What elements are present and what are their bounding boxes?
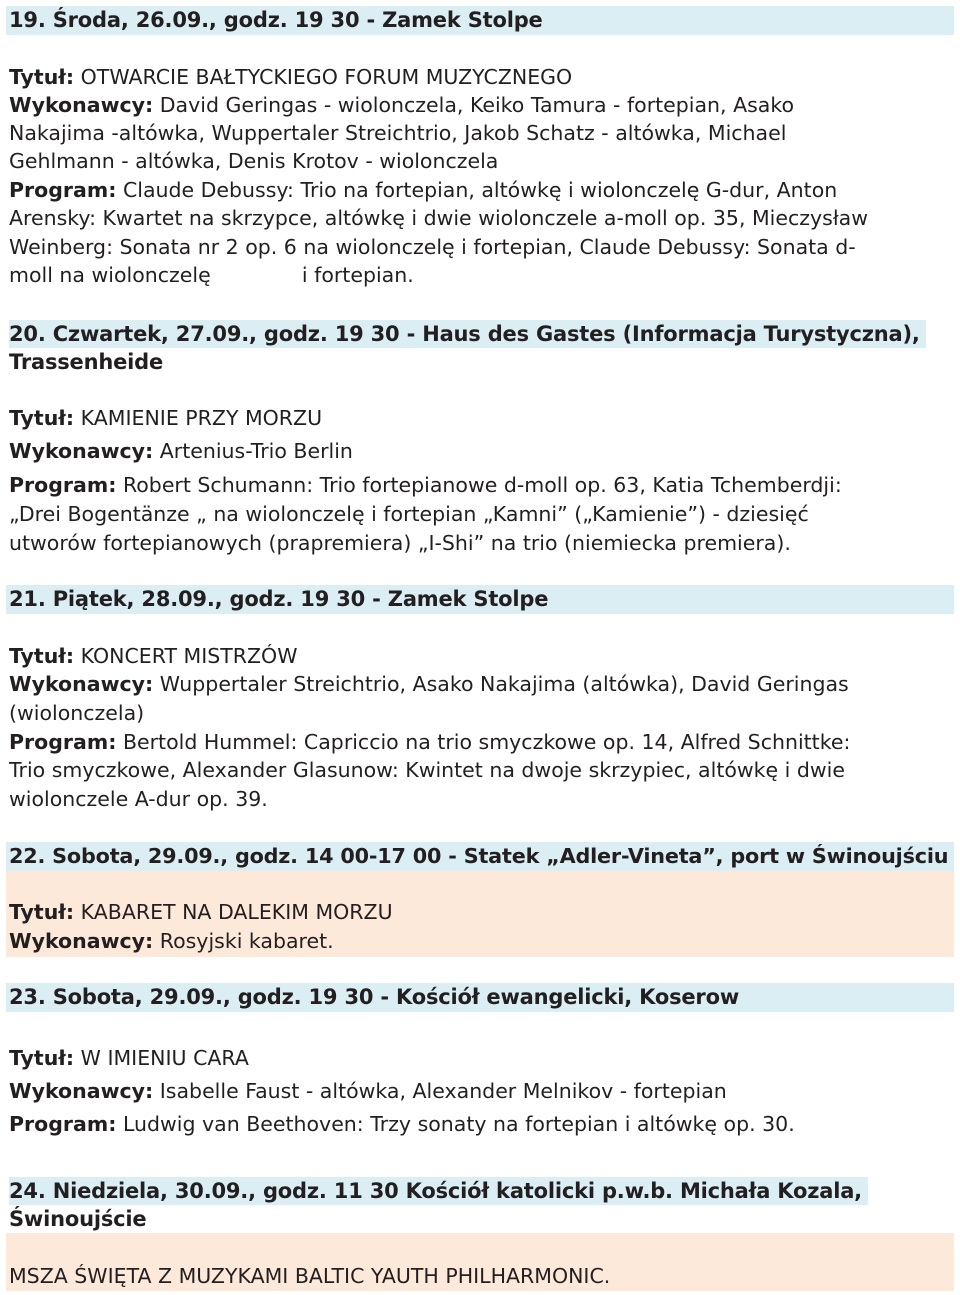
event-19-program-line: moll na wiolonczelę i fortepian.: [9, 263, 414, 287]
event-19-program-line: Weinberg: Sonata nr 2 op. 6 na wiolonczelę i fortepian, Claude Debussy: Sonata d-: [9, 235, 856, 259]
event-20-title: Tytuł: KAMIENIE PRZY MORZU: [9, 406, 323, 430]
event-21-performers-line: (wiolonczela): [9, 701, 145, 725]
event-23-header: 23. Sobota, 29.09., godz. 19 30 - Kościół ewangelicki, Koserow: [6, 983, 954, 1012]
event-23-title: Tytuł: W IMIENIU CARA: [9, 1046, 249, 1070]
event-20-header: [6, 320, 929, 376]
event-20-header-line: Trassenheide: [9, 350, 164, 374]
event-20-program: Program: Robert Schumann: Trio fortepianowe d-moll op. 63, Katia Tchemberdji:: [9, 473, 842, 497]
event-21-header: 21. Piątek, 28.09., godz. 19 30 - Zamek Stolpe: [6, 585, 954, 614]
event-22-header: 22. Sobota, 29.09., godz. 14 00-17 00 - Statek „Adler-Vineta”, port w Świnoujściu: [6, 842, 954, 871]
event-21-program-line: Trio smyczkowe, Alexander Glasunow: Kwintet na dwoje skrzypiec, altówkę i dwie: [9, 758, 845, 782]
event-19-header: 19. Środa, 26.09., godz. 19 30 - Zamek Stolpe: [6, 6, 954, 35]
event-19-performers-line: Nakajima -altówka, Wuppertaler Streichtrio, Jakob Schatz - altówka, Michael: [9, 121, 787, 145]
event-23-program: Program: Ludwig van Beethoven: Trzy sonaty na fortepian i altówkę op. 30.: [9, 1112, 795, 1136]
event-21-performers: Wykonawcy: Wuppertaler Streichtrio, Asako Nakajima (altówka), David Geringas: [9, 672, 849, 696]
event-21-program-line: wiolonczele A-dur op. 39.: [9, 787, 268, 811]
event-21-title: Tytuł: KONCERT MISTRZÓW: [9, 644, 298, 668]
event-20-performers: Wykonawcy: Artenius-Trio Berlin: [9, 439, 353, 463]
event-24-header: [6, 1177, 871, 1233]
event-21-program: Program: Bertold Hummel: Capriccio na trio smyczkowe op. 14, Alfred Schnittke:: [9, 730, 851, 754]
event-19-title: Tytuł: OTWARCIE BAŁTYCKIEGO FORUM MUZYCZNEGO: [9, 65, 573, 89]
event-24-header-line: 24. Niedziela, 30.09., godz. 11 30 Kościół katolicki p.w.b. Michała Kozala,: [9, 1177, 868, 1205]
event-20-program-line: „Drei Bogentänze „ na wiolonczelę i fortepian „Kamni” („Kamienie”) - dziesięć: [9, 502, 809, 526]
event-20-program-line: utworów fortepianowych (prapremiera) „I-Shi” na trio (niemiecka premiera).: [9, 531, 791, 555]
event-19-program-line: Arensky: Kwartet na skrzypce, altówkę i dwie wiolonczele a-moll op. 35, Mieczysław: [9, 206, 868, 230]
event-22-title: Tytuł: KABARET NA DALEKIM MORZU: [9, 900, 393, 924]
event-24-header-line: Świnoujście: [9, 1207, 147, 1231]
event-19-performers: Wykonawcy: David Geringas - wiolonczela, Keiko Tamura - fortepian, Asako: [9, 93, 795, 117]
event-19-program: Program: Claude Debussy: Trio na fortepian, altówkę i wiolonczelę G-dur, Anton: [9, 178, 838, 202]
event-20-header-line: 20. Czwartek, 27.09., godz. 19 30 - Haus des Gastes (Informacja Turystyczna),: [9, 320, 926, 348]
event-24-title: MSZA ŚWIĘTA Z MUZYKAMI BALTIC YAUTH PHILHARMONIC.: [9, 1264, 611, 1288]
event-22-performers: Wykonawcy: Rosyjski kabaret.: [9, 929, 334, 953]
event-23-performers: Wykonawcy: Isabelle Faust - altówka, Alexander Melnikov - fortepian: [9, 1079, 727, 1103]
event-19-performers-line: Gehlmann - altówka, Denis Krotov - wiolonczela: [9, 149, 499, 173]
